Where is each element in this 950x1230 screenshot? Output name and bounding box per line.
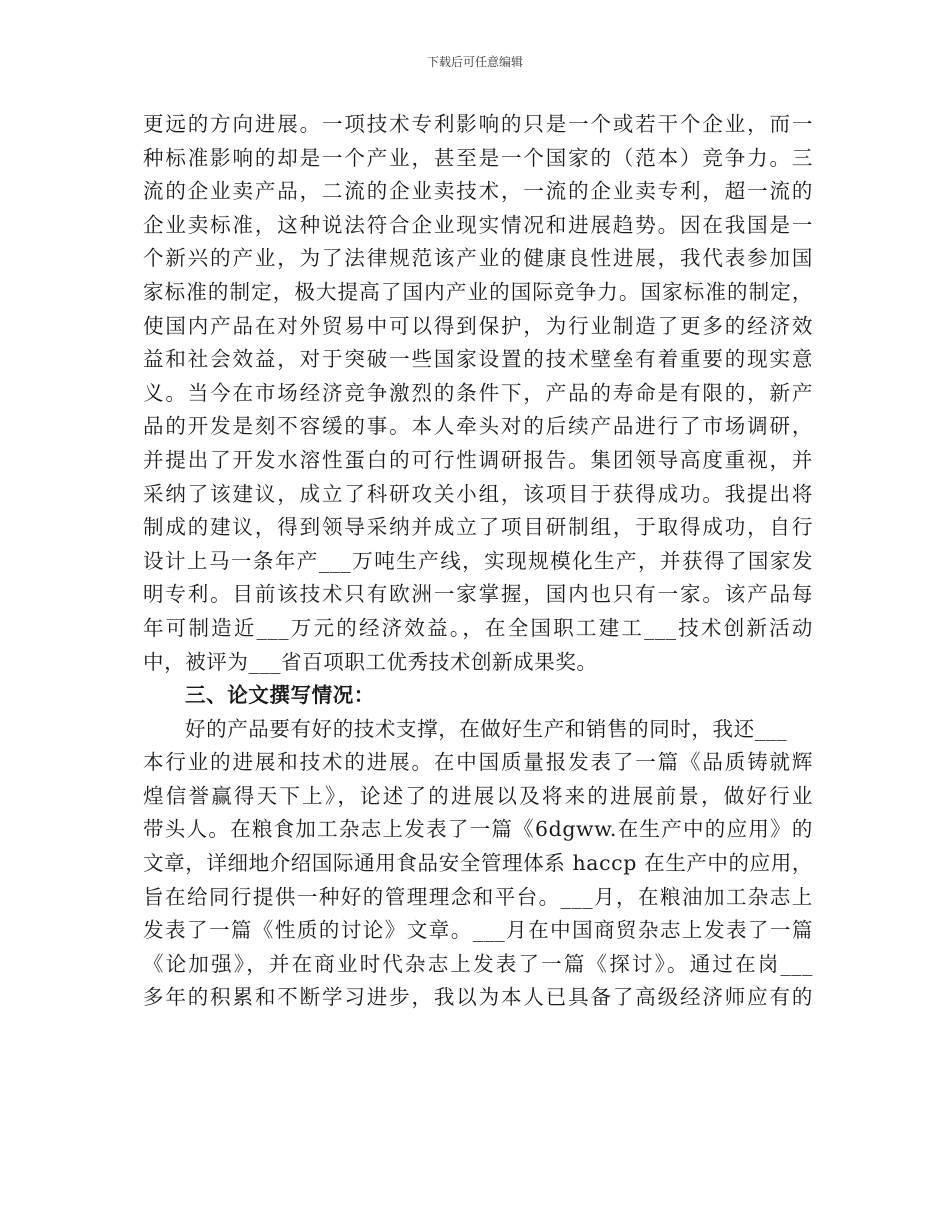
text-line: 好的产品要有好的技术支撑，在做好生产和销售的同时，我还___ — [185, 716, 788, 741]
text-line: 采纳了该建议，成立了科研攻关小组，该项目于获得成功。我提出将 — [143, 481, 813, 506]
text-line: 发表了一篇《性质的讨论》文章。___月在中国商贸杂志上发表了一篇 — [143, 918, 813, 943]
text-line: 流的企业卖产品，二流的企业卖技术，一流的企业卖专利，超一流的 — [143, 179, 813, 204]
text-line: 明专利。目前该技术只有欧洲一家掌握，国内也只有一家。该产品每 — [143, 582, 813, 607]
text-line: 个新兴的产业，为了法律规范该产业的健康良性进展，我代表参加国 — [143, 246, 813, 271]
text-line: 种标准影响的却是一个产业，甚至是一个国家的（范本）竞争力。三 — [143, 145, 813, 170]
text-line: 《论加强》，并在商业时代杂志上发表了一篇《探讨》。通过在岗___ — [143, 951, 813, 976]
page-header: 下载后可任意编辑 — [426, 55, 523, 69]
text-line: 企业卖标准，这种说法符合企业现实情况和进展趋势。因在我国是一 — [143, 212, 813, 237]
text-line: 设计上马一条年产___万吨生产线，实现规模化生产，并获得了国家发 — [143, 548, 813, 573]
text-line: 义。当今在市场经济竞争激烈的条件下，产品的寿命是有限的，新产 — [143, 380, 813, 405]
text-line: 多年的积累和不断学习进步，我以为本人已具备了高级经济师应有的 — [143, 985, 813, 1010]
text-line: 家标准的制定，极大提高了国内产业的国际竞争力。国家标准的制定， — [143, 279, 813, 304]
text-line: 制成的建议，得到领导采纳并成立了项目研制组，于取得成功，自行 — [143, 515, 813, 540]
text-line: 中，被评为___省百项职工优秀技术创新成果奖。 — [143, 649, 598, 674]
text-line: 更远的方向进展。一项技术专利影响的只是一个或若干个企业，而一 — [143, 112, 813, 136]
text-line: 文章，详细地介绍国际通用食品安全管理体系 haccp 在生产中的应用， — [143, 851, 813, 876]
text-line: 本行业的进展和技术的进展。在中国质量报发表了一篇《品质铸就辉 — [143, 750, 813, 775]
text-line: 并提出了开发水溶性蛋白的可行性调研报告。集团领导高度重视，并 — [143, 447, 813, 472]
section-heading: 三、论文撰写情况： — [185, 683, 375, 708]
document-body — [143, 108, 813, 1015]
text-line: 使国内产品在对外贸易中可以得到保护，为行业制造了更多的经济效 — [143, 313, 813, 338]
text-line: 煌信誉赢得天下上》，论述了的进展以及将来的进展前景，做好行业 — [143, 783, 813, 808]
text-line: 品的开发是刻不容缓的事。本人牵头对的后续产品进行了市场调研， — [143, 414, 813, 439]
text-line: 益和社会效益，对于突破一些国家设置的技术壁垒有着重要的现实意 — [143, 347, 813, 372]
text-line: 带头人。在粮食加工杂志上发表了一篇《6dgww.在生产中的应用》的 — [143, 817, 813, 842]
text-line: 年可制造近___万元的经济效益。，在全国职工建工___技术创新活动 — [143, 615, 813, 640]
text-line: 旨在给同行提供一种好的管理理念和平台。___月，在粮油加工杂志上 — [143, 884, 813, 909]
